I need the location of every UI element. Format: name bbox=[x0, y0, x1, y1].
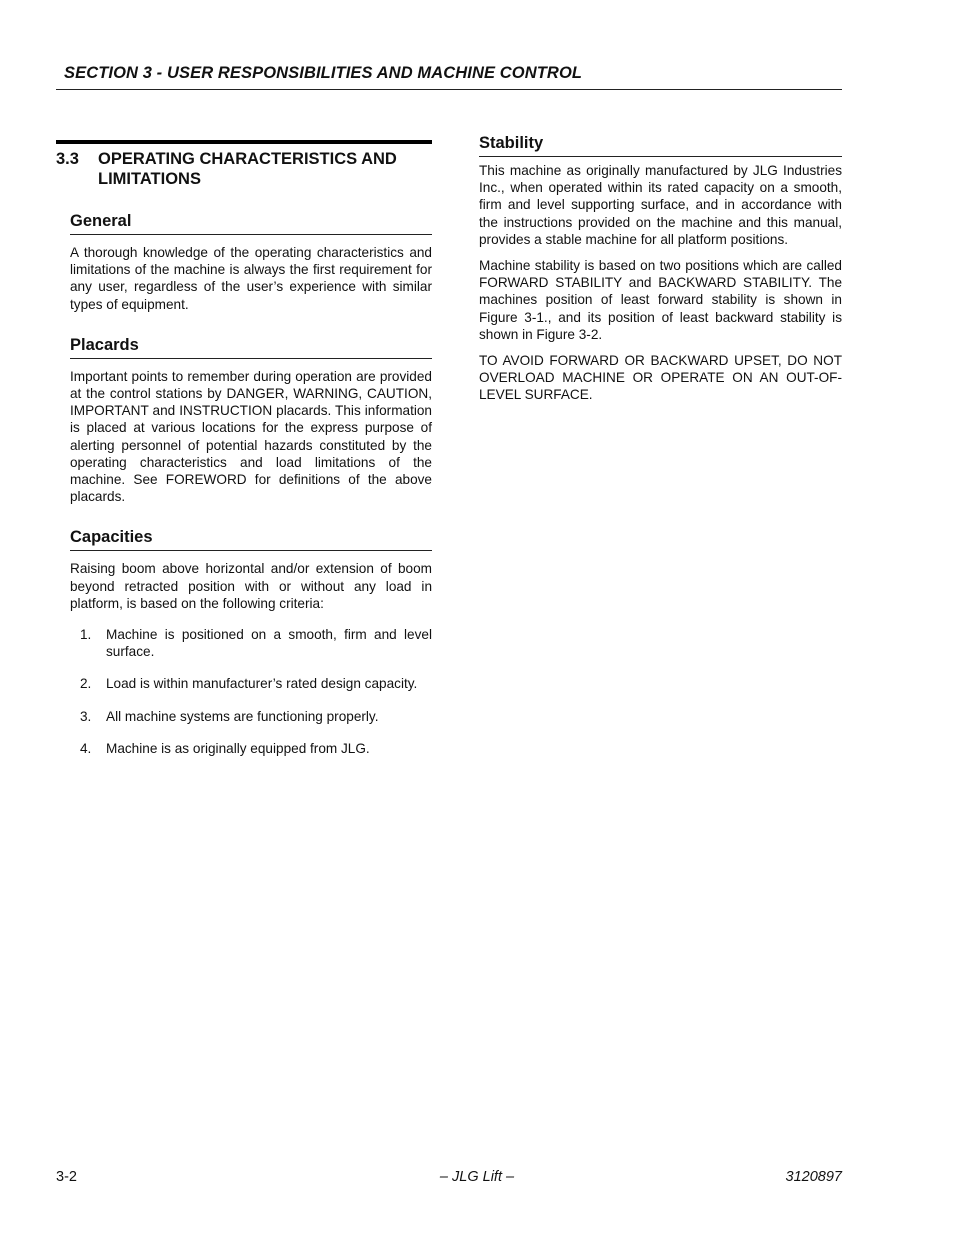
list-item bbox=[70, 675, 432, 692]
list-item-number: 3. bbox=[80, 708, 92, 724]
placards-text: Important points to remember during operation are provided at the control stations by DANGER, WARNING, CAUTION, IMPORTANT and INSTRUCTION placards. This information is placed at various locations for the express purpose of alerting personnel of potential hazards constituted by the operating characteristics and load limitations of the machine. See FOREWORD for definitions of the above placards. bbox=[70, 368, 432, 505]
list-item bbox=[70, 740, 432, 757]
placards-block bbox=[70, 335, 432, 506]
list-item-number: 1. bbox=[80, 627, 92, 643]
list-item-text: Load is within manufacturer’s rated design capacity. bbox=[106, 676, 418, 692]
list-item-number: 4. bbox=[80, 740, 92, 756]
list-item-text: All machine systems are functioning properly. bbox=[106, 708, 379, 724]
section-title-line2: LIMITATIONS bbox=[98, 170, 201, 188]
list-item-text: Machine is as originally equipped from JLG. bbox=[106, 740, 370, 756]
section-number: 3.3 bbox=[56, 150, 79, 168]
footer-center-text: – JLG Lift – bbox=[439, 1169, 515, 1185]
list-item bbox=[70, 626, 432, 660]
list-item bbox=[70, 708, 432, 725]
capacities-heading: Capacities bbox=[70, 527, 432, 551]
footer-doc-number: 3120897 bbox=[785, 1169, 842, 1185]
capacities-intro: Raising boom above horizontal and/or extension of boom beyond retracted position with or without any load in platform, is based on the following criteria: bbox=[70, 561, 432, 611]
section-title-line1: OPERATING CHARACTERISTICS AND bbox=[98, 150, 397, 168]
placards-heading: Placards bbox=[70, 335, 432, 359]
footer-page-number: 3-2 bbox=[56, 1169, 77, 1185]
section-heading bbox=[56, 149, 432, 189]
stability-para-3: TO AVOID FORWARD OR BACKWARD UPSET, DO NOT OVERLOAD MACHINE OR OPERATE ON AN OUT-OF-LEVEL SURFACE. bbox=[479, 353, 842, 403]
general-block bbox=[70, 211, 432, 313]
list-item-number: 2. bbox=[80, 676, 92, 692]
header-rule bbox=[56, 89, 842, 90]
section-title bbox=[98, 149, 397, 189]
right-column bbox=[479, 133, 842, 404]
stability-para-2: Machine stability is based on two positions which are called FORWARD STABILITY and BACKWARD STABILITY. The machines position of least forward stability is shown in Figure 3-1., and its position of least backward stability is shown in Figure 3-2. bbox=[479, 258, 842, 342]
general-heading: General bbox=[70, 211, 432, 235]
stability-heading: Stability bbox=[479, 133, 842, 157]
stability-para-1: This machine as originally manufactured by JLG Industries Inc., when operated within its rated capacity on a smooth, firm and level supporting surface, and in accordance with the instructions provided on the machine and this manual, provides a stable machine for all platform positions. bbox=[479, 163, 842, 247]
page-header-title: SECTION 3 - USER RESPONSIBILITIES AND MACHINE CONTROL bbox=[64, 64, 583, 82]
general-text: A thorough knowledge of the operating characteristics and limitations of the machine is always the first requirement for any user, regardless of the user’s experience with similar types of equipment. bbox=[70, 245, 432, 312]
list-item-text: Machine is positioned on a smooth, firm and level surface. bbox=[106, 627, 432, 660]
left-column bbox=[56, 140, 432, 757]
section-rule bbox=[56, 140, 432, 144]
capacities-block bbox=[70, 527, 432, 757]
capacities-list bbox=[70, 626, 432, 757]
